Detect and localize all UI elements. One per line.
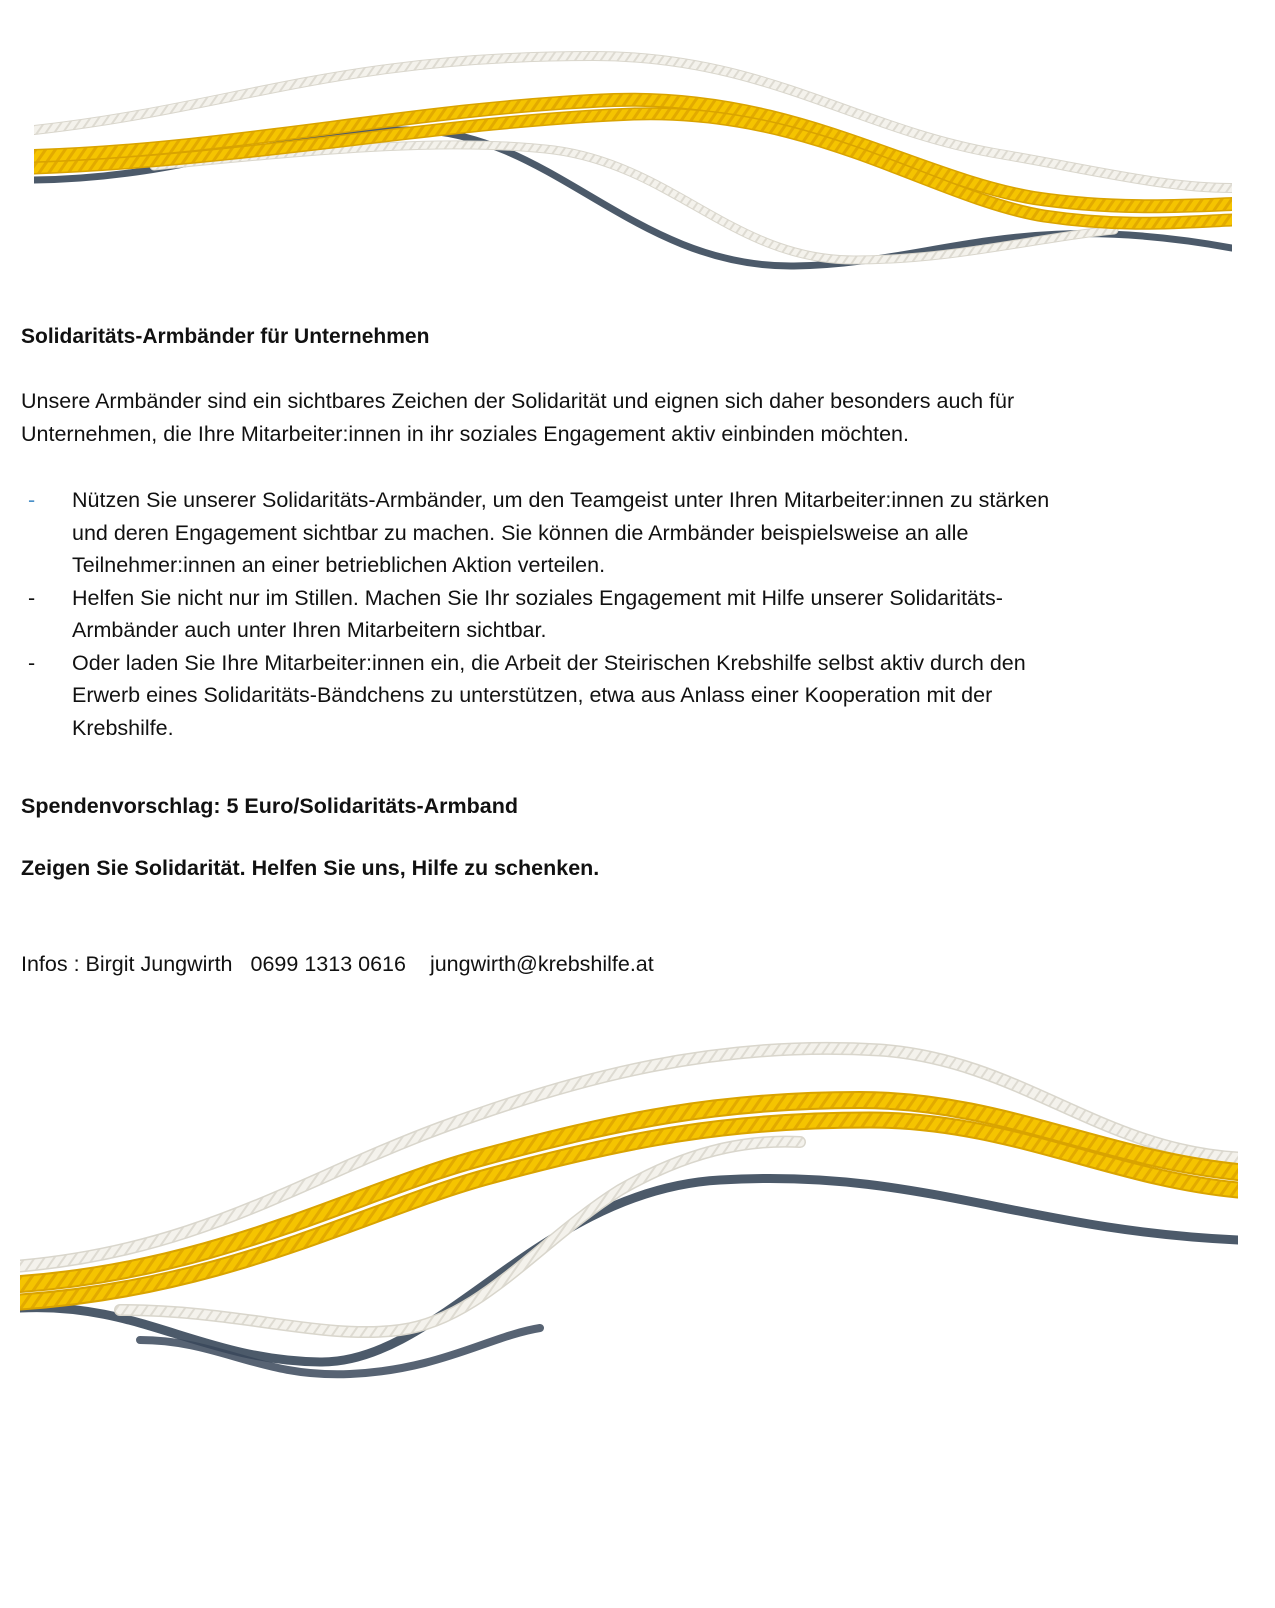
contact-email: jungwirth@krebshilfe.at: [429, 952, 654, 976]
donation-suggestion: Spendenvorschlag: 5 Euro/Solidaritäts-Armband: [21, 794, 518, 818]
list-item-line: Armbänder auch unter Ihren Mitarbeitern sichtbar.: [72, 618, 547, 642]
bracelet-cords-image-top: [34, 38, 1232, 300]
list-item-line: Helfen Sie nicht nur im Stillen. Machen Sie Ihr soziales Engagement mit Hilfe unserer Solidaritäts-: [72, 585, 1003, 610]
list-item-line: Erwerb eines Solidaritäts-Bändchens zu unterstützen, etwa aus Anlass einer Kooperation mit der: [72, 683, 993, 707]
dash-icon: -: [28, 488, 36, 512]
list-item-line: Nützen Sie unserer Solidaritäts-Armbänder, um den Teamgeist unter Ihren Mitarbeiter:innen zu stärken: [72, 488, 1050, 512]
contact-info: [21, 947, 654, 981]
list-item-line: Oder laden Sie Ihre Mitarbeiter:innen ein, die Arbeit der Steirischen Krebshilfe selbst aktiv durch den: [72, 650, 1026, 675]
list-item: [21, 647, 1251, 745]
contact-phone: 0699 1313 0616: [250, 952, 406, 976]
dash-icon: -: [28, 585, 36, 610]
slogan: Zeigen Sie Solidarität. Helfen Sie uns, Hilfe zu schenken.: [21, 856, 600, 880]
dash-icon: -: [28, 650, 36, 675]
list-item-line: Teilnehmer:innen an einer betrieblichen Aktion verteilen.: [72, 553, 606, 577]
intro-paragraph: [21, 385, 1241, 450]
benefit-list: [21, 484, 1251, 744]
contact-label: Infos : Birgit Jungwirth: [21, 952, 233, 976]
list-item: [21, 582, 1251, 647]
list-item: [21, 484, 1251, 582]
list-item-line: Krebshilfe.: [72, 715, 174, 740]
list-item-line: und deren Engagement sichtbar zu machen. Sie können die Armbänder beispielsweise an alle: [72, 520, 969, 545]
bracelet-cords-image-bottom: [20, 1040, 1238, 1440]
document-title: Solidaritäts-Armbänder für Unternehmen: [21, 325, 430, 348]
intro-line: Unternehmen, die Ihre Mitarbeiter:innen in ihr soziales Engagement aktiv einbinden möchten.: [21, 421, 909, 446]
intro-line: Unsere Armbänder sind ein sichtbares Zeichen der Solidarität und eignen sich daher besonders auch für: [21, 389, 1015, 413]
